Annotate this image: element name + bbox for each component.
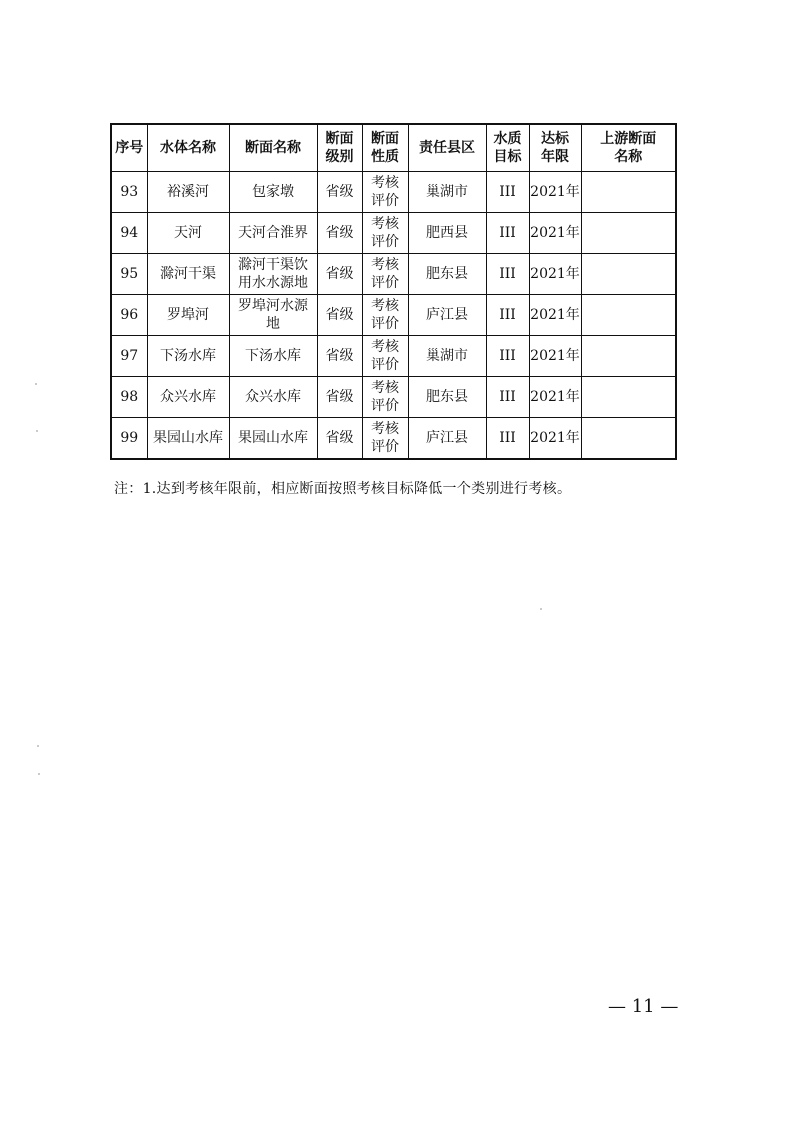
table-cell: 众兴水库 (229, 377, 317, 418)
table-cell: 众兴水库 (147, 377, 229, 418)
table-cell: 肥西县 (408, 213, 486, 254)
table-cell: 下汤水库 (229, 336, 317, 377)
table-row (111, 377, 676, 418)
table-cell: 考核 评价 (362, 295, 408, 336)
column-header: 断面名称 (229, 124, 317, 172)
table-cell: 2021年 (529, 254, 581, 295)
table-cell: 考核 评价 (362, 418, 408, 460)
table-cell: 97 (111, 336, 147, 377)
water-section-table (110, 123, 677, 460)
column-header: 责任县区 (408, 124, 486, 172)
table-cell: 果园山水库 (147, 418, 229, 460)
table-cell: 2021年 (529, 418, 581, 460)
table-row (111, 295, 676, 336)
table-cell (581, 336, 676, 377)
table-cell: 考核 评价 (362, 336, 408, 377)
table-cell: 庐江县 (408, 295, 486, 336)
table-cell: III (486, 295, 529, 336)
column-header: 水体名称 (147, 124, 229, 172)
table-cell: III (486, 336, 529, 377)
table-cell: 庐江县 (408, 418, 486, 460)
table-row (111, 336, 676, 377)
table-cell: 考核 评价 (362, 213, 408, 254)
table-cell: 肥东县 (408, 254, 486, 295)
table-cell: 罗埠河 (147, 295, 229, 336)
scan-speck (38, 773, 40, 775)
scan-speck (37, 745, 39, 747)
scan-speck (540, 608, 542, 610)
table-row (111, 172, 676, 213)
column-header: 断面 级别 (317, 124, 362, 172)
table-footnote: 注：1.达到考核年限前，相应断面按照考核目标降低一个类别进行考核。 (114, 481, 572, 497)
table-cell: 省级 (317, 418, 362, 460)
table-cell: III (486, 377, 529, 418)
table-cell: 2021年 (529, 377, 581, 418)
table-cell: 94 (111, 213, 147, 254)
table-cell: 省级 (317, 213, 362, 254)
column-header: 断面 性质 (362, 124, 408, 172)
table-cell (581, 213, 676, 254)
table-cell: 2021年 (529, 295, 581, 336)
table-cell: 省级 (317, 254, 362, 295)
table-cell: 2021年 (529, 213, 581, 254)
scan-speck (35, 383, 37, 385)
table-cell: 天河 (147, 213, 229, 254)
table-cell: 2021年 (529, 172, 581, 213)
table-cell: 包家墩 (229, 172, 317, 213)
column-header: 达标 年限 (529, 124, 581, 172)
table-cell: 省级 (317, 377, 362, 418)
table-cell: 93 (111, 172, 147, 213)
table-cell: 巢湖市 (408, 172, 486, 213)
table-cell (581, 295, 676, 336)
table-cell: 95 (111, 254, 147, 295)
table-row (111, 254, 676, 295)
table-cell: III (486, 418, 529, 460)
column-header: 水质 目标 (486, 124, 529, 172)
table-cell: 巢湖市 (408, 336, 486, 377)
table-cell: 滁河干渠 (147, 254, 229, 295)
table-cell: 省级 (317, 336, 362, 377)
table-cell: III (486, 172, 529, 213)
scan-speck (36, 430, 38, 432)
table-cell: 省级 (317, 172, 362, 213)
column-header: 上游断面 名称 (581, 124, 676, 172)
table-row (111, 213, 676, 254)
table-cell: 天河合淮界 (229, 213, 317, 254)
table-cell: 肥东县 (408, 377, 486, 418)
table-header-row (111, 124, 676, 172)
table-cell: 滁河干渠饮 用水水源地 (229, 254, 317, 295)
table-cell: 罗埠河水源 地 (229, 295, 317, 336)
table-cell: 裕溪河 (147, 172, 229, 213)
table-cell (581, 377, 676, 418)
table-cell: 96 (111, 295, 147, 336)
table-cell: 99 (111, 418, 147, 460)
table-row (111, 418, 676, 460)
table-cell: III (486, 213, 529, 254)
table-cell: 考核 评价 (362, 254, 408, 295)
table-cell: 2021年 (529, 336, 581, 377)
table-cell (581, 172, 676, 213)
table-cell: 98 (111, 377, 147, 418)
table-cell: 考核 评价 (362, 172, 408, 213)
table-cell: 考核 评价 (362, 377, 408, 418)
table-cell: 果园山水库 (229, 418, 317, 460)
page-number: — 11 — (608, 996, 679, 1017)
table-cell (581, 418, 676, 460)
table-cell: 省级 (317, 295, 362, 336)
column-header: 序号 (111, 124, 147, 172)
table-cell (581, 254, 676, 295)
table-cell: III (486, 254, 529, 295)
table-cell: 下汤水库 (147, 336, 229, 377)
